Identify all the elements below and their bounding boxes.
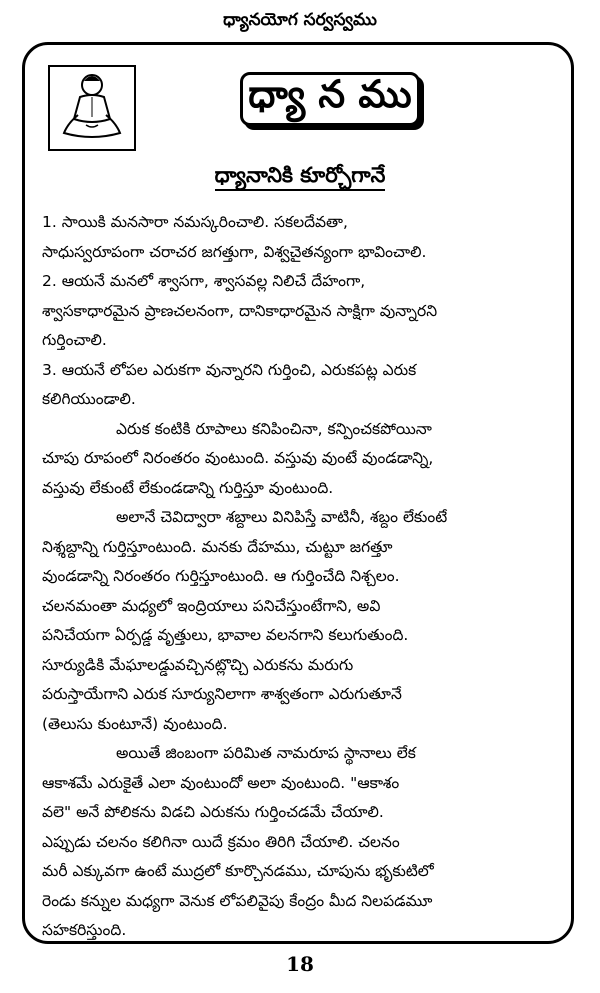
text-line: రెండు కన్నుల మధ్యగా వెనుక లోపలివైపు కేంద్రం మీద నిలపడమూ — [42, 891, 433, 910]
text-line: అలానే చెవిద్వారా శబ్దాలు వినిపిస్తే వాటినీ, శబ్దం లేకుంటే — [116, 508, 448, 526]
text-line: ఎరుక కంటికి రూపాలు కనిపించినా, కన్పించకపోయినా — [116, 419, 432, 438]
text-line: ఎప్పుడు చలనం కలిగినా యిదే క్రమం తిరిగి చేయాలి. చలనం — [42, 832, 400, 851]
seated-figure-drawing — [50, 67, 134, 149]
text-line: పనిచేయగా ఏర్పడ్డ వృత్తులు, భావాల వలనగాని కలుగుతుంది. — [42, 626, 409, 644]
text-line: సహకరిస్తుంది. — [42, 921, 127, 939]
running-header: ధ్యానయోగ సర్వస్వము — [223, 10, 377, 30]
section-subheading — [0, 163, 600, 193]
text-line: పరుస్తాయేగాని ఎరుక సూర్యునిలాగా శాశ్వతంగా ఎరుగుతూనే — [42, 685, 402, 703]
text-line: చూపు రూపంలో నిరంతరం వుంటుంది. వస్తువు వుంటే వుండడాన్ని, — [42, 449, 434, 467]
page-number: 18 — [286, 952, 314, 976]
text-line: ఆకాశమే ఎరుకైతే ఎలా వుంటుందో అలా వుంటుంది. "ఆకాశం — [42, 773, 400, 792]
text-line: అయితే జింబంగా పరిమిత నామరూప స్థానాలు లేక — [116, 744, 416, 762]
text-line: మరీ ఎక్కువగా ఉంటే ముద్రలో కూర్చొనడము, చూపును భృకుటిలో — [42, 862, 434, 880]
text-line: నిశ్శబ్దాన్ని గుర్తిస్తూంటుంది. మనకు దేహము, చుట్టూ జగత్తూ — [42, 537, 393, 556]
text-line: వస్తువు లేకుంటే లేకుండడాన్ని గుర్తిస్తూ వుంటుంది. — [42, 478, 334, 497]
text-line: (తెలుసు కుంటూనే) వుంటుంది. — [42, 714, 228, 733]
chapter-title: ధ్యా న ము — [240, 72, 420, 126]
text-line: శ్వాసకాధారమైన ప్రాణచలనంగా, దానికాధారమైన సాక్షిగా వున్నారని — [42, 301, 438, 320]
text-line: వలె" అనే పోలికను విడచి ఎరుకను గుర్తించడమే చేయాలి. — [42, 803, 384, 821]
text-line: గుర్తించాలి. — [42, 331, 107, 349]
text-line: కలిగియుండాలి. — [42, 390, 136, 408]
text-line: సూర్యుడికి మేఘాలడ్డువచ్చినట్లొచ్చి ఎరుకను మరుగు — [42, 655, 354, 674]
seated-figure-illustration — [48, 65, 136, 151]
text-line: వుండడాన్ని నిరంతరం గుర్తిస్తూంటుంది. ఆ గుర్తించేది నిశ్చలం. — [42, 567, 400, 585]
text-line: 1. సాయికి మనసారా నమస్కరించాలి. సకలదేవతా, — [42, 213, 348, 231]
section-subheading-text: ధ్యానానికి కూర్చోగానే — [215, 163, 386, 191]
text-line: 2. ఆయనే మనలో శ్వాసగా, శ్వాసవల్ల నిలిచే దేహంగా, — [42, 272, 366, 290]
text-line: సాధుస్వరూపంగా చరాచర జగత్తుగా, విశ్వచైతన్యంగా భావించాలి. — [42, 242, 427, 261]
text-line: చలనమంతా మధ్యలో ఇంద్రియాలు పనిచేస్తుంటేగాని, అవి — [42, 596, 381, 615]
body-text — [42, 208, 562, 946]
text-line: 3. ఆయనే లోపల ఎరుకగా వున్నారని గుర్తించి, ఎరుకపట్ల ఎరుక — [42, 360, 417, 379]
